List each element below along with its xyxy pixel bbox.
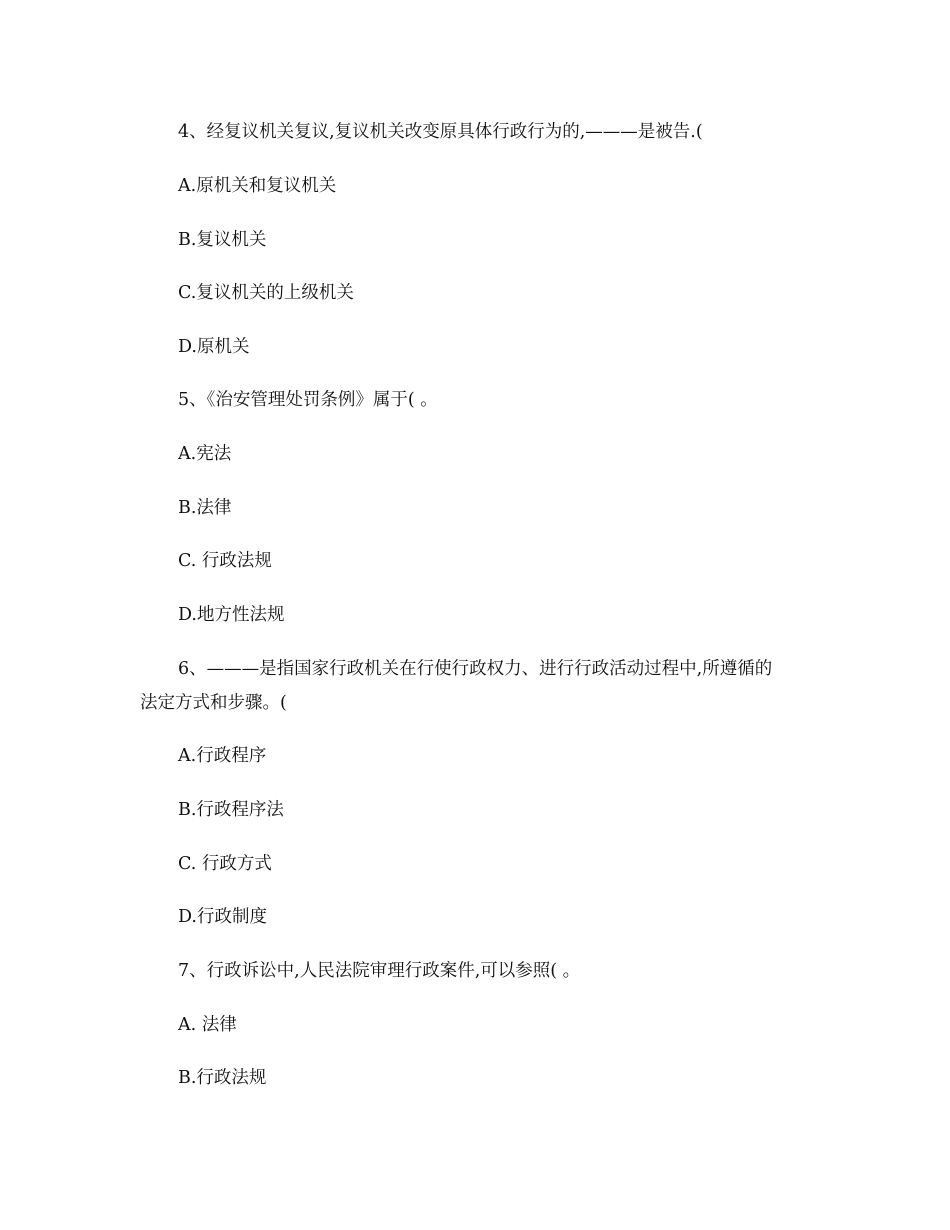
question-6-stem-line1: 6、———是指国家行政机关在行使行政权力、进行行政活动过程中,所遵循的 [178, 659, 773, 679]
question-6-stem-line2: 法定方式和步骤。( [140, 693, 287, 713]
question-6-option-b: B.行政程序法 [178, 800, 284, 820]
question-7-option-b: B.行政法规 [178, 1068, 267, 1088]
question-7-stem: 7、行政诉讼中,人民法院审理行政案件,可以参照( 。 [178, 961, 581, 981]
question-4-option-a: A.原机关和复议机关 [178, 176, 337, 196]
question-4-option-b: B.复议机关 [178, 230, 267, 250]
question-4-stem: 4、经复议机关复议,复议机关改变原具体行政行为的,———是被告.( [178, 122, 703, 142]
question-6-option-d: D.行政制度 [178, 907, 267, 927]
question-5-option-d: D.地方性法规 [178, 605, 285, 625]
question-6-option-a: A.行政程序 [178, 746, 267, 766]
question-5-option-a: A.宪法 [178, 444, 232, 464]
question-7-option-a: A. 法律 [178, 1015, 237, 1035]
question-6-option-c: C. 行政方式 [178, 854, 272, 874]
question-5-option-b: B.法律 [178, 498, 232, 518]
question-5-stem: 5、《治安管理处罚条例》属于( 。 [178, 390, 438, 410]
question-4-option-d: D.原机关 [178, 337, 250, 357]
question-4-option-c: C.复议机关的上级机关 [178, 283, 354, 303]
question-5-option-c: C. 行政法规 [178, 551, 272, 571]
